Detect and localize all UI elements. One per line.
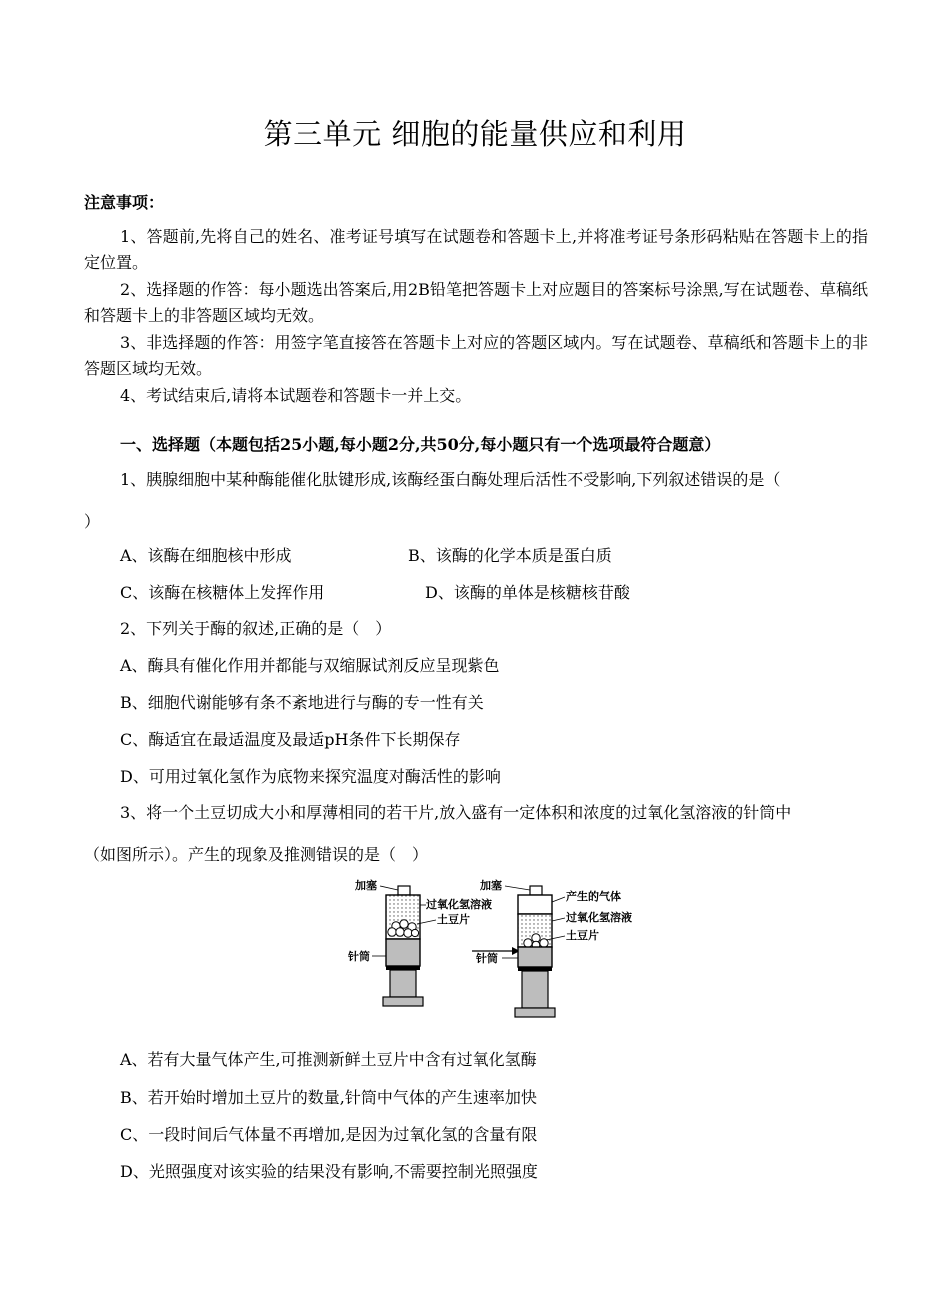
question-1-option-d: D、该酶的单体是核糖核苷酸 [425,583,630,602]
question-2-stem: 2、下列关于酶的叙述,正确的是（ ） [120,619,392,638]
label-left-potato: 土豆片 [437,913,470,926]
question-1-stem-cont: ） [84,512,101,531]
question-3-option-a: A、若有大量气体产生,可推测新鲜土豆片中含有过氧化氢酶 [120,1050,537,1069]
notice-item-3: 3、非选择题的作答：用签字笔直接答在答题卡上对应的答题区域内。写在试题卷、草稿纸和答题卡上的非答题区域均无效。 [84,333,868,378]
question-2-option-d: D、可用过氧化氢作为底物来探究温度对酶活性的影响 [120,767,501,786]
notice-item-1: 1、答题前,先将自己的姓名、准考证号填写在试题卷和答题卡上,并将准考证号条形码粘贴在答题卡上的指定位置。 [84,227,868,272]
question-3-stem-cont: （如图所示）。产生的现象及推测错误的是（ ） [84,845,429,864]
question-3-option-d: D、光照强度对该实验的结果没有影响,不需要控制光照强度 [120,1162,538,1181]
question-1-stem: 1、胰腺细胞中某种酶能催化肽键形成,该酶经蛋白酶处理后活性不受影响,下列叙述错误的是（ [120,470,781,489]
question-3-stem: 3、将一个土豆切成大小和厚薄相同的若干片,放入盛有一定体积和浓度的过氧化氢溶液的针筒中 [120,803,792,822]
question-1-option-c: C、该酶在核糖体上发挥作用 [120,583,325,602]
label-right-gas: 产生的气体 [566,890,621,903]
label-left-syringe: 针筒 [348,950,370,963]
right-labels [475,878,632,965]
label-right-potato: 土豆片 [566,929,599,942]
syringe-experiment-figure [340,874,660,1024]
question-2-option-b: B、细胞代谢能够有条不紊地进行与酶的专一性有关 [120,693,484,712]
label-right-plug: 加塞 [480,879,502,892]
label-left-plug: 加塞 [355,879,377,892]
question-3-option-c: C、一段时间后气体量不再增加,是因为过氧化氢的含量有限 [120,1125,538,1144]
left-plug [398,886,410,895]
question-3-option-b: B、若开始时增加土豆片的数量,针筒中气体的产生速率加快 [120,1088,537,1107]
notice-heading: 注意事项： [84,193,165,212]
question-2-option-c: C、酶适宜在最适温度及最适pH条件下长期保存 [120,730,461,749]
right-syringe [515,886,555,1017]
right-plug [530,886,542,895]
question-2-option-a: A、酶具有催化作用并都能与双缩脲试剂反应呈现紫色 [120,656,500,675]
section-heading: 一、选择题（本题包括25小题,每小题2分,共50分,每小题只有一个选项最符合题意） [120,435,721,454]
left-syringe [383,886,423,1006]
question-1-option-b: B、该酶的化学本质是蛋白质 [408,546,612,565]
label-right-solution: 过氧化氢溶液 [566,911,632,924]
notice-item-2: 2、选择题的作答：每小题选出答案后,用2B铅笔把答题卡上对应题目的答案标号涂黑,写在试题卷、草稿纸和答题卡上的非答题区域均无效。 [84,280,868,325]
page-title: 第三单元 细胞的能量供应和利用 [263,117,687,151]
notice-item-4: 4、考试结束后,请将本试题卷和答题卡一并上交。 [120,386,472,405]
label-left-solution: 过氧化氢溶液 [426,898,492,911]
question-1-option-a: A、该酶在细胞核中形成 [120,546,292,565]
label-right-syringe: 针筒 [476,952,498,965]
